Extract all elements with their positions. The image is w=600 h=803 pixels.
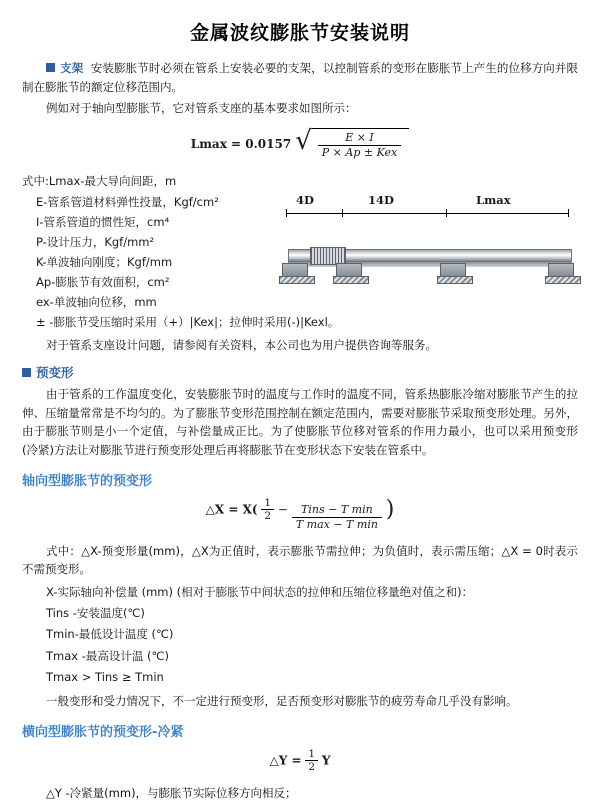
axial-formula-rhs: ) xyxy=(385,496,395,522)
diagram-column xyxy=(280,167,580,303)
axial-variable-item: Tins -安装温度(℃) xyxy=(46,606,145,621)
diagram-label-14d: 14D xyxy=(368,193,394,208)
legend-item: ex-单波轴向位移，mm xyxy=(36,295,157,310)
legend-item: ± -膨胀节受压缩时采用（+）|Kex|；拉伸时采用(-)|Kexl。 xyxy=(36,315,340,330)
axial-formula-half-den: 2 xyxy=(261,509,274,523)
legend-item: I-管系管道的惯性矩，cm⁴ xyxy=(36,214,170,229)
lmax-formula-numerator: E × I xyxy=(345,130,374,144)
axial-formula-frac-den: T max − T min xyxy=(292,517,382,532)
diagram-label-lmax: Lmax xyxy=(476,193,511,208)
diagram-dimension-row xyxy=(280,193,580,213)
piping-support-diagram xyxy=(280,193,580,303)
axial-predeform-note: 式中：△X-预变形量(mm)，△X为正值时，表示膨胀节需拉伸；为负值时，表示需压缩；△X = 0时表示不需预变形。 xyxy=(22,543,578,577)
legend-item: Ap-膨胀节有效面积，cm² xyxy=(36,275,170,289)
diagram-label-4d: 4D xyxy=(296,193,314,208)
diagram-tick xyxy=(568,209,569,217)
axial-formula-half-num: 1 xyxy=(264,496,272,509)
lmax-formula xyxy=(22,125,578,160)
radical-sign-icon: √ xyxy=(295,125,312,156)
diagram-dim-line xyxy=(342,213,446,214)
lateral-predeform-formula xyxy=(22,748,578,774)
lateral-formula-lhs: △Y = xyxy=(269,753,302,768)
axial-variable-item: Tmin-最低设计温度 (℃) xyxy=(46,627,174,642)
axial-variable-list xyxy=(46,582,578,688)
pipe-anchor-support xyxy=(336,263,362,279)
predeform-heading-label: 预变形 xyxy=(36,365,74,380)
predeform-section-heading xyxy=(22,363,578,381)
axial-formula-minus: − xyxy=(277,502,288,517)
legend-item: P-设计压力，Kgf/mm² xyxy=(36,234,155,249)
lateral-formula-rhs: Y xyxy=(321,753,331,768)
legend-item: E-管系管道材料弹性投量，Kgf/cm² xyxy=(36,194,219,209)
bracket-heading: 支架 xyxy=(60,61,84,75)
axial-formula-lhs: △X = X( xyxy=(205,502,258,517)
axial-predeform-footnote: 一般变形和受力情况下，不一定进行预变形，足否预变形对膨胀节的疲劳寿命几乎没有影响。 xyxy=(46,694,518,709)
axial-variable-item: Tmax -最高设计温 (℃) xyxy=(46,648,169,663)
lmax-formula-denominator: P × Ap ± Kex xyxy=(318,145,401,160)
lmax-formula-lhs: Lmax = 0.0157 xyxy=(190,136,292,151)
bracket-section-paragraph-3: 对于管系支座设计问题，请参阅有关资料，本公司也为用户提供咨询等服务。 xyxy=(46,338,437,353)
pipe-anchor-support xyxy=(282,263,308,279)
legend-item: K-单波轴向刚度；Kgf/mm xyxy=(36,254,173,269)
lateral-predeform-subheading: 横向型膨胀节的预变形-冷紧 xyxy=(22,724,184,740)
bracket-section-paragraph-2: 例如对于轴向型膨胀节，它对管系支座的基本要求如图所示： xyxy=(46,101,357,116)
lmax-formula-radical xyxy=(295,125,409,160)
axial-formula-fraction xyxy=(292,503,382,532)
axial-variable-item: X-实际轴向补偿量 (mm) (相对于膨胀节中间状态的拉伸和压缩位移量绝对值之和)： xyxy=(46,584,474,599)
page-title: 金属波纹膨胀节安装说明 xyxy=(189,22,410,44)
predeform-paragraph-1: 由于管系的工作温度变化，安装膨胀节时的温度与工作时的温度不同，管系热膨胀冷缩对膨胀节产生的拉伸、压缩量常常是不均匀的。为了膨胀节变形范围控制在额定范围内，需要对膨胀节采取预变形处理。另外，由于膨胀节则是小一个定值，与补偿量成正比。为了使膨胀节位移对管系的作用力最小，也可以采用预变形(冷紧)方法让对膨胀节进行预变形处理后再将膨胀节在变形状态下安装在管系中。 xyxy=(22,387,578,457)
axial-variable-item: Tmax > Tins ≥ Tmin xyxy=(46,669,164,684)
lateral-predeform-note: △Y -冷紧量(mm)，与膨胀节实际位移方向相反； xyxy=(46,785,297,800)
pipe-anchor-support xyxy=(548,263,574,279)
blue-square-bullet-icon xyxy=(46,63,55,72)
legend-and-diagram xyxy=(22,167,578,332)
diagram-dim-line xyxy=(446,213,568,214)
bracket-section-paragraph-1 xyxy=(22,59,578,96)
diagram-dim-line xyxy=(286,213,342,214)
lateral-formula-half xyxy=(305,748,318,774)
bracket-para-1-text: 安装膨胀节时必须在管系上安装必要的支架，以控制管系的变形在膨胀节上产生的位移方向并限制在膨胀节的额定位移范围内。 xyxy=(22,61,579,94)
pipe-anchor-support xyxy=(440,263,466,279)
diagram-pipe-assembly xyxy=(280,227,580,297)
legend-item: 式中:Lmax-最大导向间距，m xyxy=(22,174,177,189)
axial-predeform-formula xyxy=(22,497,578,532)
axial-formula-half xyxy=(261,497,274,523)
axial-predeform-subheading: 轴向型膨胀节的预变形 xyxy=(22,473,153,489)
lateral-formula-half-den: 2 xyxy=(305,760,318,774)
blue-square-bullet-icon xyxy=(22,368,31,377)
lateral-formula-half-num: 1 xyxy=(308,747,316,760)
axial-formula-frac-num: Tins − T min xyxy=(301,503,373,517)
